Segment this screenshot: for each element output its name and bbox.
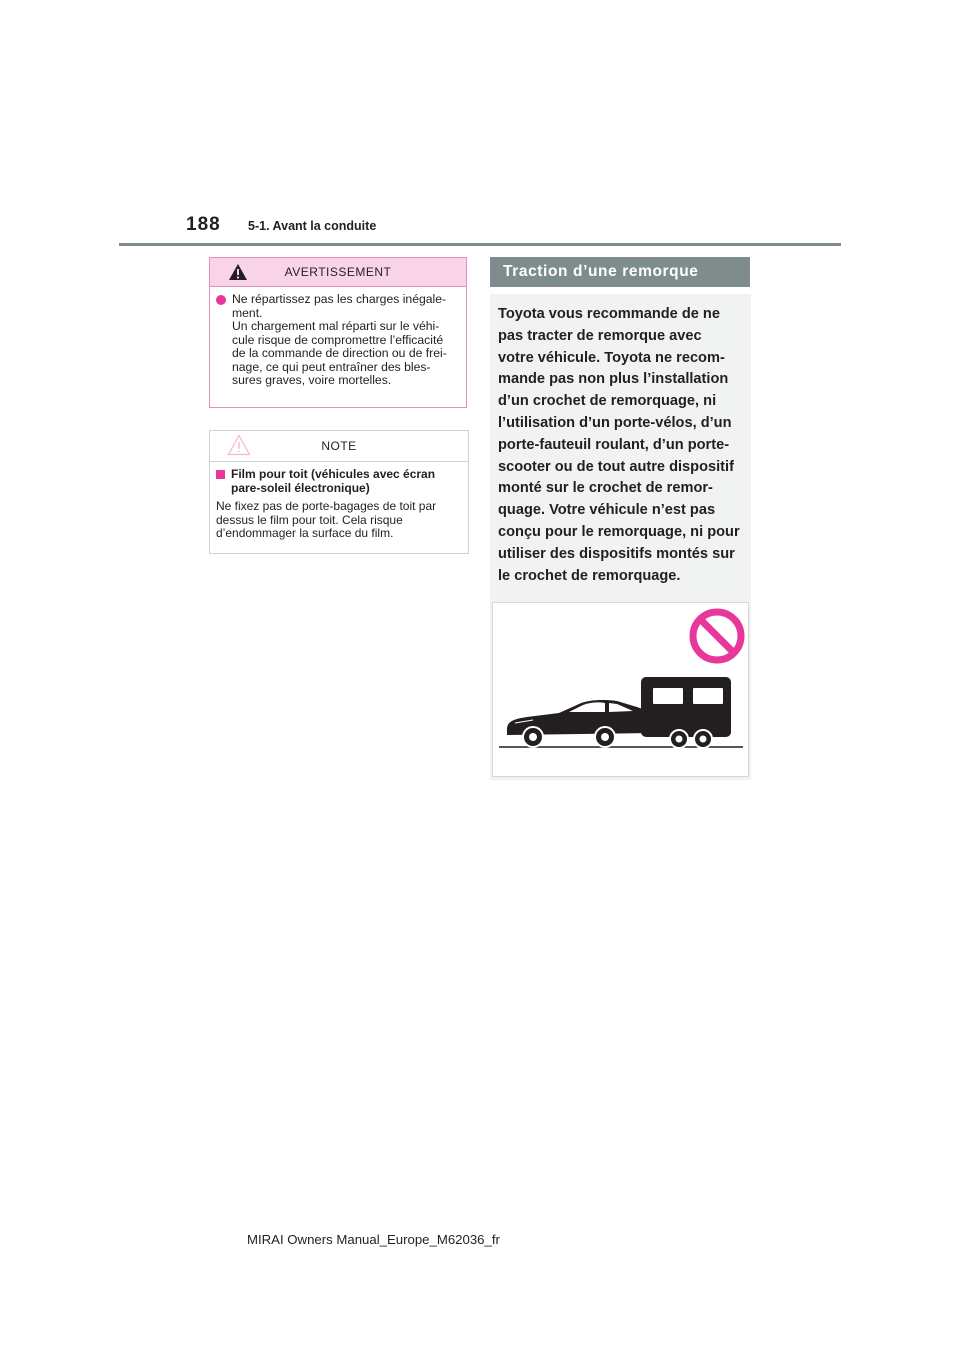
traction-line: conçu pour le remorquage, ni pour [498, 523, 740, 540]
warning-line: sures graves, voire mortelles. [232, 373, 392, 387]
warning-line: Un chargement mal réparti sur le véhi- [232, 319, 440, 333]
traction-line: utiliser des dispositifs montés sur [498, 545, 735, 562]
prohibition-icon [693, 612, 741, 660]
car-icon [507, 700, 651, 747]
note-subtitle-line: pare-soleil électronique) [231, 481, 370, 495]
section-title: 5-1. Avant la conduite [248, 219, 377, 233]
traction-section-header: Traction d’une remorque [490, 257, 750, 287]
note-line: dessus le film pour toit. Cela risque [216, 512, 403, 527]
traction-text [498, 304, 750, 587]
warning-title: AVERTISSEMENT [284, 265, 392, 279]
traction-line: le crochet de remorquage. [498, 567, 681, 584]
bullet-dot-icon [216, 295, 226, 305]
towing-prohibited-illustration [492, 602, 749, 777]
car-towing-trailer-image [493, 603, 748, 776]
traction-line: votre véhicule. Toyota ne recom- [498, 349, 725, 366]
warning-text [232, 293, 447, 388]
traction-line: monté sur le crochet de remor- [498, 480, 713, 497]
trailer-icon [633, 677, 731, 748]
warning-line: cule risque de compromettre l’efficacité [232, 332, 444, 347]
traction-line: quage. Votre véhicule n’est pas [498, 502, 716, 519]
traction-line: d’un crochet de remorquage, ni [498, 393, 717, 410]
page-number: 188 [186, 214, 221, 235]
traction-line: l’utilisation d’un porte-vélos, d’un [498, 414, 732, 431]
warning-triangle-icon [228, 263, 248, 281]
traction-line: mande pas non plus l’installation [498, 371, 729, 388]
square-bullet-icon [216, 470, 225, 479]
note-line: Ne fixez pas de porte-bagages de toit par [216, 499, 437, 513]
caution-triangle-icon [227, 434, 251, 456]
warning-line: nage, ce qui peut entraîner des bles- [232, 359, 431, 374]
note-text [210, 495, 468, 541]
warning-header [210, 258, 466, 287]
note-subtitle-text [231, 467, 435, 495]
warning-line: de la commande de direction ou de frei- [232, 346, 447, 360]
note-header [210, 431, 468, 462]
warning-line: ment. [232, 305, 263, 320]
note-subtitle [210, 462, 468, 495]
traction-line: pas tracter de remorque avec [498, 327, 702, 344]
traction-line: Toyota vous recommande de ne [498, 306, 720, 322]
note-box [209, 430, 469, 554]
note-subtitle-line: Film pour toit (véhicules avec écran [231, 467, 436, 481]
warning-box [209, 257, 467, 408]
footer-text: MIRAI Owners Manual_Europe_M62036_fr [247, 1232, 500, 1247]
traction-line: porte-fauteuil roulant, d’un porte- [498, 436, 730, 453]
warning-body [210, 287, 466, 388]
note-title: NOTE [321, 439, 357, 453]
header-rule [119, 243, 841, 246]
traction-line: scooter ou de tout autre dispositif [498, 458, 734, 475]
warning-line: Ne répartissez pas les charges inégale- [232, 292, 447, 306]
note-line: d’endommager la surface du film. [216, 526, 394, 540]
